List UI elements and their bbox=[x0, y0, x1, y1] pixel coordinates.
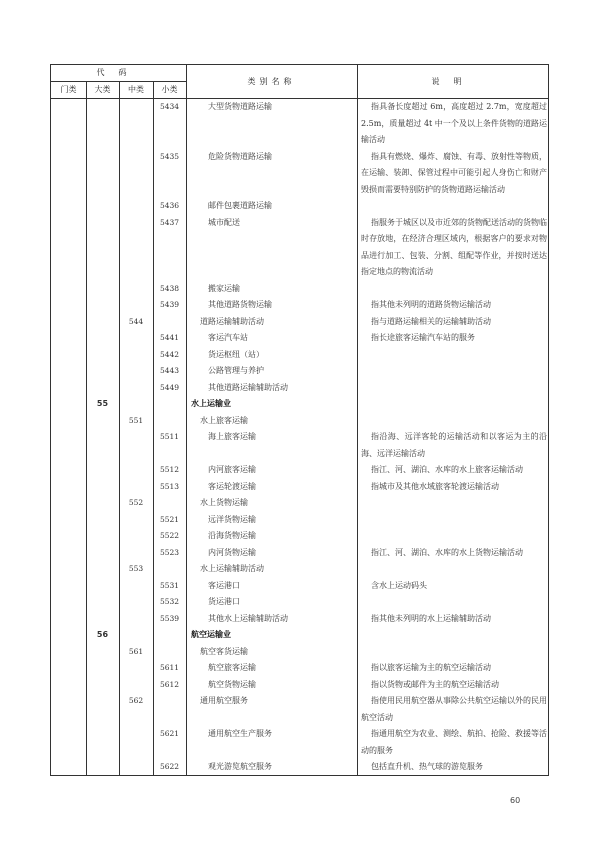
cell-xiao: 5441 bbox=[159, 333, 180, 342]
divider bbox=[86, 99, 87, 775]
cell-desc bbox=[357, 644, 550, 661]
cell-xiao: 5612 bbox=[159, 679, 180, 689]
cell-xiao bbox=[153, 495, 186, 512]
cell-name: 其他道路运输辅助活动 bbox=[208, 382, 288, 392]
cell-da bbox=[86, 215, 119, 281]
cell-da bbox=[86, 281, 119, 298]
cell-zhong bbox=[119, 528, 153, 545]
cell-da bbox=[86, 330, 119, 347]
cell-da bbox=[86, 578, 119, 595]
cell-da bbox=[86, 693, 119, 726]
cell-desc bbox=[357, 281, 550, 298]
cell-desc bbox=[357, 413, 550, 430]
cell-xiao: 5532 bbox=[159, 597, 180, 606]
cell-desc: 指长途旅客运输汽车站的服务 bbox=[371, 333, 475, 342]
table-row bbox=[51, 330, 548, 347]
cell-name: 货运枢纽（站） bbox=[208, 349, 264, 359]
cell-xiao: 5513 bbox=[159, 481, 180, 491]
cell-men bbox=[51, 297, 86, 314]
cell-da bbox=[86, 660, 119, 677]
cell-xiao: 5438 bbox=[159, 283, 180, 293]
cell-zhong bbox=[119, 726, 153, 759]
cell-men bbox=[51, 726, 86, 759]
cell-men bbox=[51, 594, 86, 611]
cell-xiao: 5521 bbox=[159, 514, 180, 524]
table-row bbox=[51, 495, 548, 512]
cell-xiao bbox=[153, 627, 186, 644]
cell-desc: 指具有燃烧、爆炸、腐蚀、有毒、放射性等物质，在运输、装卸、保管过程中可能引起人身伤亡和财产毁损而需要特别防护的货物道路运输活动 bbox=[361, 151, 547, 194]
cell-zhong bbox=[119, 627, 153, 644]
table-row bbox=[51, 396, 548, 413]
table-row bbox=[51, 149, 548, 199]
cell-xiao: 5442 bbox=[159, 349, 180, 359]
cell-name: 航空旅客运输 bbox=[208, 663, 256, 672]
table-row bbox=[51, 198, 548, 215]
cell-desc: 指以货物或邮件为主的航空运输活动 bbox=[371, 679, 499, 689]
cell-da bbox=[86, 149, 119, 199]
cell-da bbox=[86, 413, 119, 430]
cell-xiao: 5522 bbox=[159, 531, 180, 540]
cell-men bbox=[51, 215, 86, 281]
header-name: 类别名称 bbox=[247, 77, 296, 86]
divider bbox=[119, 82, 120, 98]
table-row bbox=[51, 479, 548, 496]
cell-desc bbox=[357, 627, 550, 644]
cell-da bbox=[86, 363, 119, 380]
cell-men bbox=[51, 611, 86, 628]
table-row bbox=[51, 660, 548, 677]
cell-xiao bbox=[153, 314, 186, 331]
cell-desc bbox=[357, 363, 550, 380]
table-row bbox=[51, 693, 548, 726]
cell-xiao: 5435 bbox=[159, 151, 180, 161]
cell-zhong bbox=[119, 396, 153, 413]
cell-zhong bbox=[119, 545, 153, 562]
cell-xiao bbox=[153, 693, 186, 726]
cell-desc bbox=[357, 561, 550, 578]
cell-zhong: 562 bbox=[128, 696, 144, 705]
cell-da bbox=[86, 99, 119, 149]
cell-name: 航空运输业 bbox=[191, 630, 231, 639]
cell-name: 客运汽车站 bbox=[208, 333, 248, 342]
cell-name: 沿海货物运输 bbox=[208, 531, 256, 540]
header-da: 大类 bbox=[94, 85, 111, 94]
cell-xiao: 5449 bbox=[159, 382, 180, 392]
cell-xiao: 5443 bbox=[159, 366, 180, 375]
cell-desc bbox=[357, 198, 550, 215]
cell-xiao: 5512 bbox=[159, 465, 180, 474]
table-row bbox=[51, 545, 548, 562]
cell-men bbox=[51, 495, 86, 512]
cell-men bbox=[51, 545, 86, 562]
table-row bbox=[51, 314, 548, 331]
table-row bbox=[51, 528, 548, 545]
cell-men bbox=[51, 660, 86, 677]
cell-men bbox=[51, 528, 86, 545]
cell-zhong bbox=[119, 660, 153, 677]
table-row bbox=[51, 347, 548, 364]
cell-men bbox=[51, 281, 86, 298]
cell-name: 海上旅客运输 bbox=[208, 432, 256, 441]
cell-name: 其他水上运输辅助活动 bbox=[208, 613, 288, 623]
cell-da bbox=[86, 545, 119, 562]
cell-men bbox=[51, 149, 86, 199]
cell-desc: 指服务于城区以及市近郊的货物配送活动的货物临时存放地，在经济合理区域内，根据客户的要求对物品进行加工、包装、分割、组配等作业，并按时送达指定地点的物流活动 bbox=[361, 217, 547, 276]
cell-desc: 指以旅客运输为主的航空运输活动 bbox=[371, 663, 491, 672]
cell-da bbox=[86, 611, 119, 628]
cell-da bbox=[86, 594, 119, 611]
cell-desc: 指使用民用航空器从事除公共航空运输以外的民用航空活动 bbox=[361, 696, 547, 722]
cell-zhong bbox=[119, 462, 153, 479]
cell-name: 内河旅客运输 bbox=[208, 465, 256, 474]
cell-zhong: 544 bbox=[128, 316, 144, 326]
cell-xiao: 5437 bbox=[159, 217, 180, 227]
cell-men bbox=[51, 759, 86, 776]
table-row bbox=[51, 99, 548, 149]
cell-name: 通用航空生产服务 bbox=[208, 729, 272, 738]
cell-men bbox=[51, 693, 86, 726]
cell-name: 邮件包裹道路运输 bbox=[208, 201, 272, 210]
divider bbox=[357, 99, 358, 775]
cell-xiao: 5436 bbox=[159, 201, 180, 210]
cell-da bbox=[86, 462, 119, 479]
cell-men bbox=[51, 314, 86, 331]
table-row bbox=[51, 594, 548, 611]
table-row bbox=[51, 413, 548, 430]
cell-xiao: 5531 bbox=[159, 580, 180, 590]
cell-name: 客运港口 bbox=[208, 580, 240, 590]
cell-desc: 包括直升机、热气球的游览服务 bbox=[371, 762, 483, 771]
cell-name: 水上货物运输 bbox=[200, 498, 248, 507]
divider bbox=[153, 82, 154, 98]
cell-men bbox=[51, 644, 86, 661]
cell-desc: 指通用航空为农业、测绘、航拍、抢险、救援等活动的服务 bbox=[361, 729, 547, 755]
cell-men bbox=[51, 380, 86, 397]
cell-da: 56 bbox=[96, 630, 109, 639]
cell-name: 水上旅客运输 bbox=[200, 415, 248, 425]
cell-zhong bbox=[119, 759, 153, 776]
cell-xiao: 5621 bbox=[159, 729, 180, 738]
cell-xiao bbox=[153, 413, 186, 430]
cell-desc: 指沿海、远洋客轮的运输活动和以客运为主的沿海、远洋运输活动 bbox=[361, 432, 547, 458]
table-body bbox=[51, 99, 548, 775]
cell-zhong: 561 bbox=[128, 646, 144, 656]
table-row bbox=[51, 726, 548, 759]
divider bbox=[119, 99, 120, 775]
table-row bbox=[51, 561, 548, 578]
table-row bbox=[51, 380, 548, 397]
cell-name: 道路运输辅助活动 bbox=[200, 316, 264, 326]
cell-zhong bbox=[119, 215, 153, 281]
cell-zhong bbox=[119, 578, 153, 595]
divider bbox=[86, 82, 87, 98]
cell-da bbox=[86, 198, 119, 215]
table-row bbox=[51, 578, 548, 595]
cell-desc: 指江、河、湖泊、水库的水上旅客运输活动 bbox=[371, 465, 523, 474]
cell-xiao: 5439 bbox=[159, 300, 180, 309]
header-code: 代码 bbox=[51, 65, 186, 82]
table-row bbox=[51, 429, 548, 462]
cell-desc bbox=[357, 594, 550, 611]
cell-zhong bbox=[119, 429, 153, 462]
cell-men bbox=[51, 413, 86, 430]
cell-men bbox=[51, 627, 86, 644]
cell-men bbox=[51, 347, 86, 364]
cell-zhong bbox=[119, 347, 153, 364]
divider bbox=[153, 99, 154, 775]
cell-da bbox=[86, 677, 119, 694]
table-row bbox=[51, 627, 548, 644]
cell-desc: 指其他未列明的水上运输辅助活动 bbox=[371, 613, 491, 623]
cell-name: 客运轮渡运输 bbox=[208, 481, 256, 491]
cell-name: 航空货物运输 bbox=[208, 679, 256, 689]
divider bbox=[186, 99, 187, 775]
cell-da bbox=[86, 297, 119, 314]
cell-men bbox=[51, 396, 86, 413]
cell-xiao: 5622 bbox=[159, 762, 180, 771]
cell-zhong bbox=[119, 297, 153, 314]
cell-da bbox=[86, 644, 119, 661]
cell-desc: 指具备长度超过 6m，高度超过 2.7m，宽度超过 2.5m，质量超过 4t 中一个及以上条件货物的道路运输活动 bbox=[361, 102, 547, 144]
cell-da bbox=[86, 347, 119, 364]
cell-desc: 含水上运动码头 bbox=[371, 580, 427, 590]
cell-name: 通用航空服务 bbox=[200, 696, 248, 705]
classification-table bbox=[50, 64, 549, 776]
cell-zhong bbox=[119, 611, 153, 628]
cell-men bbox=[51, 330, 86, 347]
cell-name: 水上运输辅助活动 bbox=[200, 564, 264, 573]
cell-men bbox=[51, 479, 86, 496]
table-row bbox=[51, 677, 548, 694]
header-men: 门类 bbox=[60, 85, 77, 94]
cell-zhong: 553 bbox=[128, 564, 144, 573]
cell-da bbox=[86, 495, 119, 512]
cell-desc bbox=[357, 347, 550, 364]
cell-men bbox=[51, 561, 86, 578]
cell-xiao bbox=[153, 644, 186, 661]
cell-men bbox=[51, 198, 86, 215]
cell-zhong bbox=[119, 380, 153, 397]
cell-zhong: 551 bbox=[128, 415, 144, 425]
cell-da bbox=[86, 380, 119, 397]
header-xiao: 小类 bbox=[161, 85, 178, 94]
cell-da bbox=[86, 512, 119, 529]
cell-zhong bbox=[119, 594, 153, 611]
cell-name: 其他道路货物运输 bbox=[208, 300, 272, 309]
header-desc: 说明 bbox=[431, 77, 476, 86]
cell-da bbox=[86, 561, 119, 578]
cell-men bbox=[51, 462, 86, 479]
cell-name: 大型货物道路运输 bbox=[208, 102, 272, 111]
cell-xiao: 5523 bbox=[159, 547, 180, 557]
cell-desc: 指与道路运输相关的运输辅助活动 bbox=[371, 316, 491, 326]
cell-da bbox=[86, 726, 119, 759]
cell-xiao: 5539 bbox=[159, 613, 180, 623]
table-row bbox=[51, 644, 548, 661]
cell-da bbox=[86, 528, 119, 545]
cell-name: 航空客货运输 bbox=[200, 646, 248, 656]
cell-xiao bbox=[153, 396, 186, 413]
cell-desc bbox=[357, 380, 550, 397]
cell-men bbox=[51, 512, 86, 529]
header-zhong: 中类 bbox=[128, 85, 144, 94]
cell-men bbox=[51, 677, 86, 694]
cell-da: 55 bbox=[96, 399, 109, 408]
cell-zhong bbox=[119, 677, 153, 694]
cell-desc bbox=[357, 528, 550, 545]
table-row bbox=[51, 462, 548, 479]
cell-zhong bbox=[119, 330, 153, 347]
cell-name: 搬家运输 bbox=[208, 283, 240, 293]
cell-zhong bbox=[119, 281, 153, 298]
cell-men bbox=[51, 429, 86, 462]
cell-da bbox=[86, 429, 119, 462]
cell-name: 水上运输业 bbox=[191, 399, 231, 408]
cell-xiao bbox=[153, 561, 186, 578]
cell-desc bbox=[357, 396, 550, 413]
cell-xiao: 5611 bbox=[159, 663, 180, 672]
page-number: 60 bbox=[510, 796, 521, 805]
cell-name: 危险货物道路运输 bbox=[208, 151, 272, 161]
table-header bbox=[51, 65, 548, 99]
cell-zhong bbox=[119, 363, 153, 380]
table-row bbox=[51, 363, 548, 380]
cell-name: 公路管理与养护 bbox=[208, 366, 264, 375]
cell-zhong bbox=[119, 198, 153, 215]
table-row bbox=[51, 215, 548, 281]
cell-men bbox=[51, 363, 86, 380]
table-row bbox=[51, 759, 548, 776]
cell-men bbox=[51, 99, 86, 149]
cell-name: 远洋货物运输 bbox=[208, 514, 256, 524]
cell-da bbox=[86, 314, 119, 331]
table-row bbox=[51, 611, 548, 628]
cell-xiao: 5434 bbox=[159, 102, 180, 111]
cell-da bbox=[86, 759, 119, 776]
cell-desc bbox=[357, 512, 550, 529]
cell-zhong bbox=[119, 512, 153, 529]
cell-desc bbox=[357, 495, 550, 512]
table-row bbox=[51, 512, 548, 529]
cell-name: 内河货物运输 bbox=[208, 547, 256, 557]
cell-zhong bbox=[119, 99, 153, 149]
cell-zhong: 552 bbox=[128, 498, 144, 507]
table-row bbox=[51, 281, 548, 298]
cell-zhong bbox=[119, 149, 153, 199]
cell-name: 货运港口 bbox=[208, 597, 240, 606]
cell-men bbox=[51, 578, 86, 595]
cell-name: 观光游览航空服务 bbox=[208, 762, 272, 771]
cell-desc: 指江、河、湖泊、水库的水上货物运输活动 bbox=[371, 547, 523, 557]
cell-desc: 指其他未列明的道路货物运输活动 bbox=[371, 300, 491, 309]
table-row bbox=[51, 297, 548, 314]
cell-xiao: 5511 bbox=[159, 432, 180, 441]
cell-da bbox=[86, 479, 119, 496]
cell-name: 城市配送 bbox=[208, 217, 240, 227]
cell-desc: 指城市及其他水域旅客轮渡运输活动 bbox=[371, 481, 499, 491]
cell-zhong bbox=[119, 479, 153, 496]
